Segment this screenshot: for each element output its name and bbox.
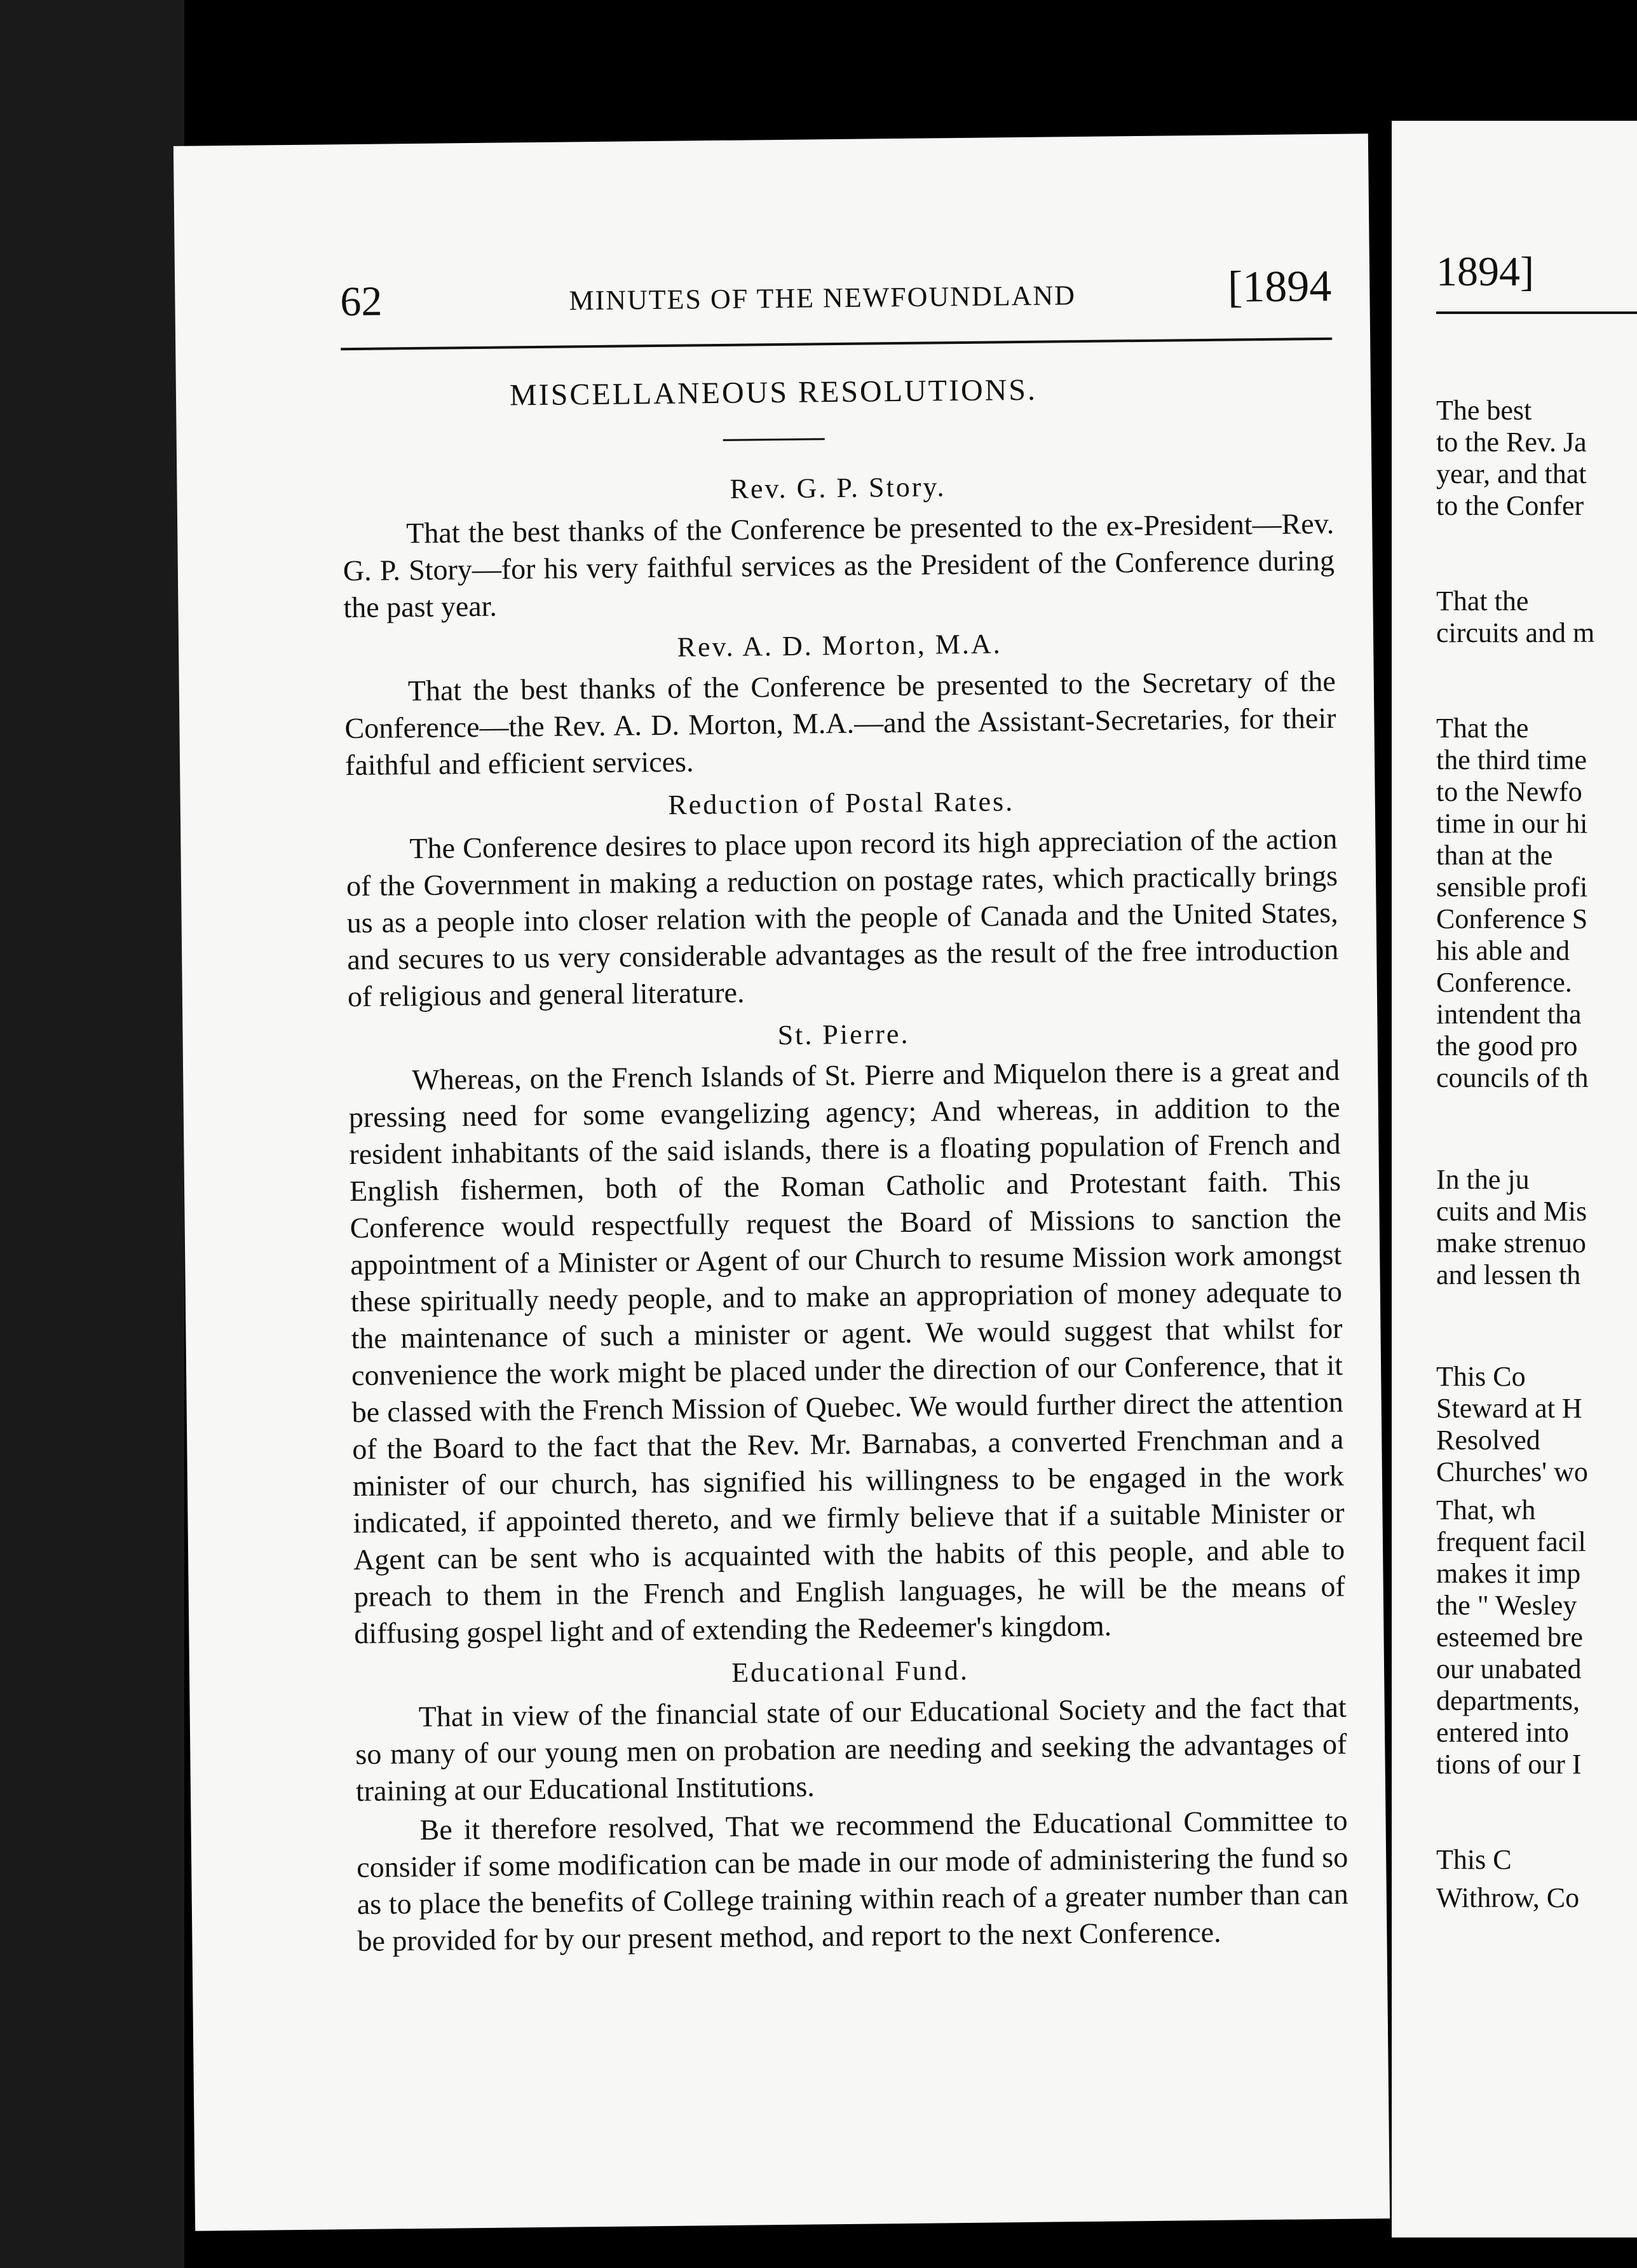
right-page-line: our unabated: [1436, 1653, 1582, 1684]
left-page: [173, 133, 1390, 2231]
right-page-line: Withrow, Co: [1436, 1882, 1580, 1913]
right-page-line: Steward at H: [1436, 1393, 1582, 1424]
right-page-line: the good pro: [1436, 1030, 1578, 1062]
right-page-line: That, wh: [1436, 1494, 1536, 1526]
right-page-line: and lessen th: [1436, 1259, 1581, 1290]
right-page-line: the third time: [1436, 744, 1587, 775]
right-page-line: to the Newfo: [1436, 776, 1582, 807]
page-header: [340, 261, 1332, 325]
scan-border-left: [0, 0, 184, 2268]
resolution-paragraph: That the best thanks of the Conference be presented to the Secretary of the Conference—the Rev. A. D. Morton, M.A.—and the Assistant-Secretaries, for their faithful and efficient services.: [344, 664, 1336, 782]
section-heading: St. Pierre.: [777, 1018, 910, 1051]
resolution-paragraph: Whereas, on the French Islands of St. Pierre and Miquelon there is a great and pressing need for some evangelizing agency; And whereas, in addition to the resident inhabitants of the said islands, there is a floating population of French and English fishermen, both of the Roman Catholic and Protestant faith. This Conference would respectfully request the Board of Missions to sanction the appointment of a Minister or Agent of our Church to resume Mission work amongst these spiritually needy people, and to make an appropriation of money adequate to the maintenance of such a minister or agent. We would suggest that whilst for convenience the work might be placed under the direction of our Conference, that it be classed with the French Mission of Quebec. We would further direct the attention of the Board to the fact that the Rev. Mr. Barnabas, a converted Frenchman and a minister of our church, has signified his willingness to be engaged in the work indicated, if appointed thereto, and we firmly believe that if a suitable Minister or Agent can be sent who is acquainted with the habits of this people, and able to preach to them in the French and English languages, he will be the means of diffusing gospel light and of extending the Redeemer's kingdom.: [348, 1053, 1345, 1650]
section-heading: Rev. G. P. Story.: [730, 471, 946, 505]
section-heading: Educational Fund.: [731, 1654, 970, 1688]
title-divider: [723, 438, 825, 441]
right-page-line: frequent facil: [1436, 1526, 1586, 1557]
right-page-line: Conference.: [1436, 967, 1572, 998]
right-page-line: That the: [1436, 713, 1529, 744]
right-page-line: circuits and m: [1436, 617, 1595, 648]
running-head: MINUTES OF THE NEWFOUNDLAND: [569, 280, 1077, 317]
right-page-line: tions of our I: [1436, 1749, 1582, 1780]
resolutions-body: [342, 458, 1349, 1962]
page-number: 62: [340, 278, 383, 325]
right-page: [1392, 121, 1637, 2237]
right-page-line: makes it imp: [1436, 1558, 1581, 1589]
right-page-line: to the Rev. Ja: [1436, 427, 1587, 458]
right-page-line: than at the: [1436, 840, 1553, 871]
section-heading: Rev. A. D. Morton, M.A.: [677, 628, 1002, 663]
right-page-line: entered into: [1436, 1717, 1569, 1748]
right-page-line: That the: [1436, 585, 1529, 617]
header-rule: [341, 338, 1332, 350]
right-page-line: his able and: [1436, 935, 1570, 966]
resolution-paragraph: The Conference desires to place upon record its high appreciation of the action of the Government in making a reduction on postage rates, which practically brings us as a people into closer relation with the people of Canada and the United States, and secures to us very considerable advantages as the result of the free introduction of religious and general literature.: [346, 822, 1339, 1013]
right-header-year: 1894]: [1436, 249, 1534, 295]
right-page-line: Resolved: [1436, 1424, 1540, 1456]
right-page-line: Conference S: [1436, 903, 1588, 934]
right-page-line: councils of th: [1436, 1062, 1589, 1093]
resolution-paragraph: That the best thanks of the Conference be presented to the ex-President—Rev. G. P. Story—for his very faithful services as the President of the Conference during the past year.: [343, 507, 1335, 624]
right-page-line: esteemed bre: [1436, 1622, 1583, 1653]
right-header-rule: [1436, 311, 1637, 314]
right-page-line: This C: [1436, 1844, 1512, 1875]
right-page-line: In the ju: [1436, 1164, 1530, 1195]
right-page-line: to the Confer: [1436, 490, 1584, 521]
right-page-line: cuits and Mis: [1436, 1196, 1587, 1227]
right-page-line: Churches' wo: [1436, 1456, 1588, 1487]
right-page-line: departments,: [1436, 1685, 1580, 1716]
section-heading: Reduction of Postal Rates.: [668, 786, 1015, 821]
header-year: [1894: [1227, 261, 1332, 312]
right-page-line: time in our hi: [1436, 808, 1588, 839]
right-page-line: make strenuo: [1436, 1227, 1586, 1259]
right-page-line: sensible profi: [1436, 871, 1588, 903]
right-page-line: The best: [1436, 395, 1532, 426]
page-title: MISCELLANEOUS RESOLUTIONS.: [509, 372, 1038, 413]
right-page-line: the " Wesley: [1436, 1590, 1577, 1621]
resolution-paragraph: Be it therefore resolved, That we recommend the Educational Committee to consider if some modification can be made in our mode of administering the fund so as to place the benefits of College training within reach of a greater number than can be provided for by our present method, and report to the next Conference.: [356, 1803, 1349, 1958]
right-page-line: This Co: [1436, 1361, 1526, 1392]
resolution-paragraph: That in view of the financial state of our Educational Society and the fact that so many of our young men on probation are needing and seeking the advantages of training at our Educational Institutions.: [355, 1690, 1347, 1808]
right-page-line: intendent tha: [1436, 999, 1582, 1030]
right-page-line: year, and that: [1436, 458, 1587, 489]
